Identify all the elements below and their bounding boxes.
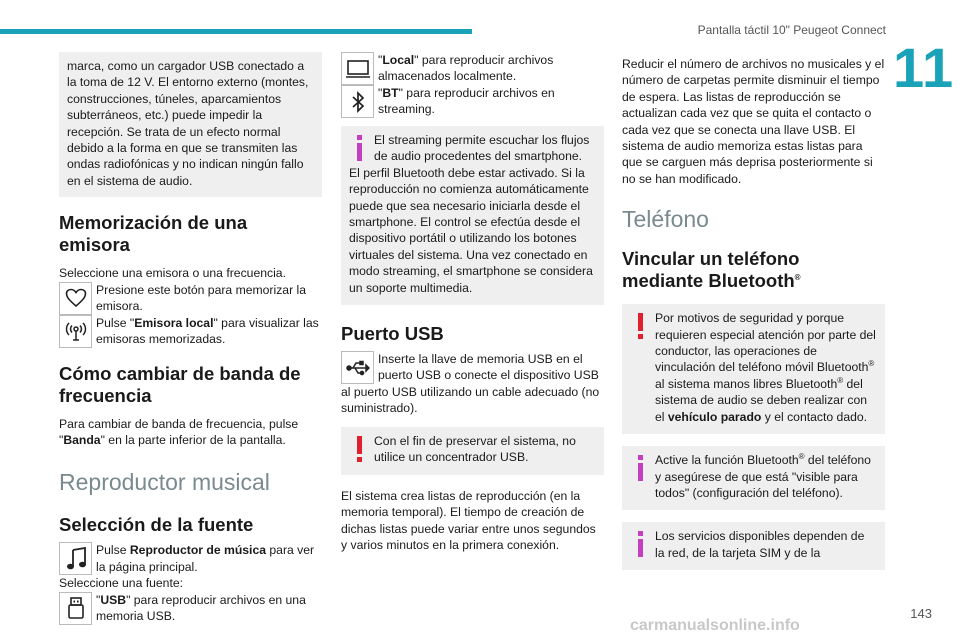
usb-port-text-tail: al puerto USB utilizando un cable adecuado (no suministrado). [341,385,600,416]
pair-phone-heading: Vincular un teléfono mediante Bluetooth® [622,248,801,292]
memorize-heading: Memorización de una emisora [59,212,248,256]
band-heading: Cómo cambiar de banda de frecuencia [59,362,301,406]
activate-bluetooth-text: Active la función Bluetooth® del teléfono y asegúrese de que está "visible para todos" (configuración del teléfono). [655,452,871,500]
pairing-safety-warning [622,304,885,434]
source-heading: Selección de la fuente [59,514,254,536]
warning-exclamation-icon [634,312,648,340]
info-icon [634,530,648,558]
band-text: Para cambiar de banda de frecuencia, pulse "Banda" en la parte inferior de la pantalla. [59,416,299,448]
usb-symbol-icon [341,351,374,384]
running-title: Pantalla táctil 10" Peugeot Connect [697,23,886,37]
phone-heading: Teléfono [622,206,709,233]
page-number: 143 [910,606,932,621]
usb-port-heading: Puerto USB [341,323,444,345]
column-2 [341,52,604,553]
column-1 [59,52,322,625]
reception-note-text: marca, como un cargador USB conectado a la toma de 12 V. El entorno externo (montes, construcciones, túneles, aparcamientos subterráneos, etc.) puede impedir la recepción. Se trata de un efecto normal debido a la forma en que se transmiten las ondas radiofónicas y no indican ningún fallo en el sistema de audio. [67,59,309,188]
reception-note-box [59,52,322,197]
music-player-heading: Reproductor musical [59,469,270,496]
usb-port-text-head: Inserte la llave de memoria USB en el puerto USB o conecte el dispositivo USB [378,352,599,383]
heart-icon [59,282,92,315]
source-usb-text: "USB" para reproducir archivos en una memoria USB. [96,592,306,624]
source-local-item [341,52,604,85]
bluetooth-icon [341,85,374,118]
source-step [59,542,322,575]
column-3 [622,52,885,570]
memorize-step-2-text: Pulse "Emisora local" para visualizar las emisoras memorizadas. [96,315,319,347]
memorize-step-2 [59,315,322,348]
source-local-text: "Local" para reproducir archivos almacenados localmente. [378,53,554,84]
activate-bluetooth-note [622,446,885,510]
broadcast-antenna-icon [59,315,92,348]
warning-exclamation-icon [353,435,367,463]
header-accent-bar [0,29,472,34]
reduce-files-text: Reducir el número de archivos no musicales y el número de carpetas permite disminuir el tiempo de espera. Las listas de reproducción se actualizan cada vez que se quita el contacto o cada vez que se conecta una llave USB. El sistema de audio memoriza estas listas para que se carguen más deprisa posteriormente si no se han modificado. [622,57,885,186]
usb-port-step [341,351,604,384]
info-icon [353,134,367,162]
source-select-text: Seleccione una fuente: [59,576,183,591]
streaming-note-tail: El perfil Bluetooth debe estar activado. Si la reproducción no comienza automáticamente puede que sea necesario iniciarla desde el smartphone. El control se efectúa desde el dispositivo portátil o utilizando los botones virtuales del sistema. Una vez conectado en modo streaming, el smartphone se considera un soporte multimedia. [349,165,593,295]
watermark: carmanualsonline.info [630,617,800,634]
chapter-number: 11 [893,36,955,99]
services-note [622,522,885,570]
source-step-text: Pulse Reproductor de música para ver la página principal. [96,543,315,574]
usb-hub-warning-text: Con el fin de preservar el sistema, no utilice un concentrador USB. [374,433,576,465]
local-storage-icon [341,52,374,85]
music-note-icon [59,542,92,575]
source-usb-item [59,592,322,625]
services-text: Los servicios disponibles dependen de la red, de la tarjeta SIM y de la [655,529,865,560]
memorize-step-1-text: Presione este botón para memorizar la emisora. [96,282,307,314]
usb-stick-icon [59,592,92,625]
memorize-step-1 [59,282,322,315]
playlist-creation-text: El sistema crea listas de reproducción (en la memoria temporal). El tiempo de creación de dichas listas puede variar entre unos segundos y varios minutos en la primera conexión. [341,488,596,552]
source-bt-text: "BT" para reproducir archivos en streaming. [378,86,555,117]
info-icon [634,454,648,482]
pairing-safety-text: Por motivos de seguridad y porque requieren especial atención por parte del conductor, las operaciones de vinculación del teléfono móvil Bluetooth® al sistema manos libres Bluetooth® del sistema de audio se deben realizar con el vehículo parado y el contacto dado. [655,311,876,424]
usb-hub-warning [341,427,604,475]
memorize-intro: Seleccione una emisora o una frecuencia. [59,266,286,281]
streaming-info-note [341,126,604,305]
source-bt-item [341,85,604,118]
streaming-note-head: El streaming permite escuchar los flujos de audio procedentes del smartphone. [374,133,590,164]
